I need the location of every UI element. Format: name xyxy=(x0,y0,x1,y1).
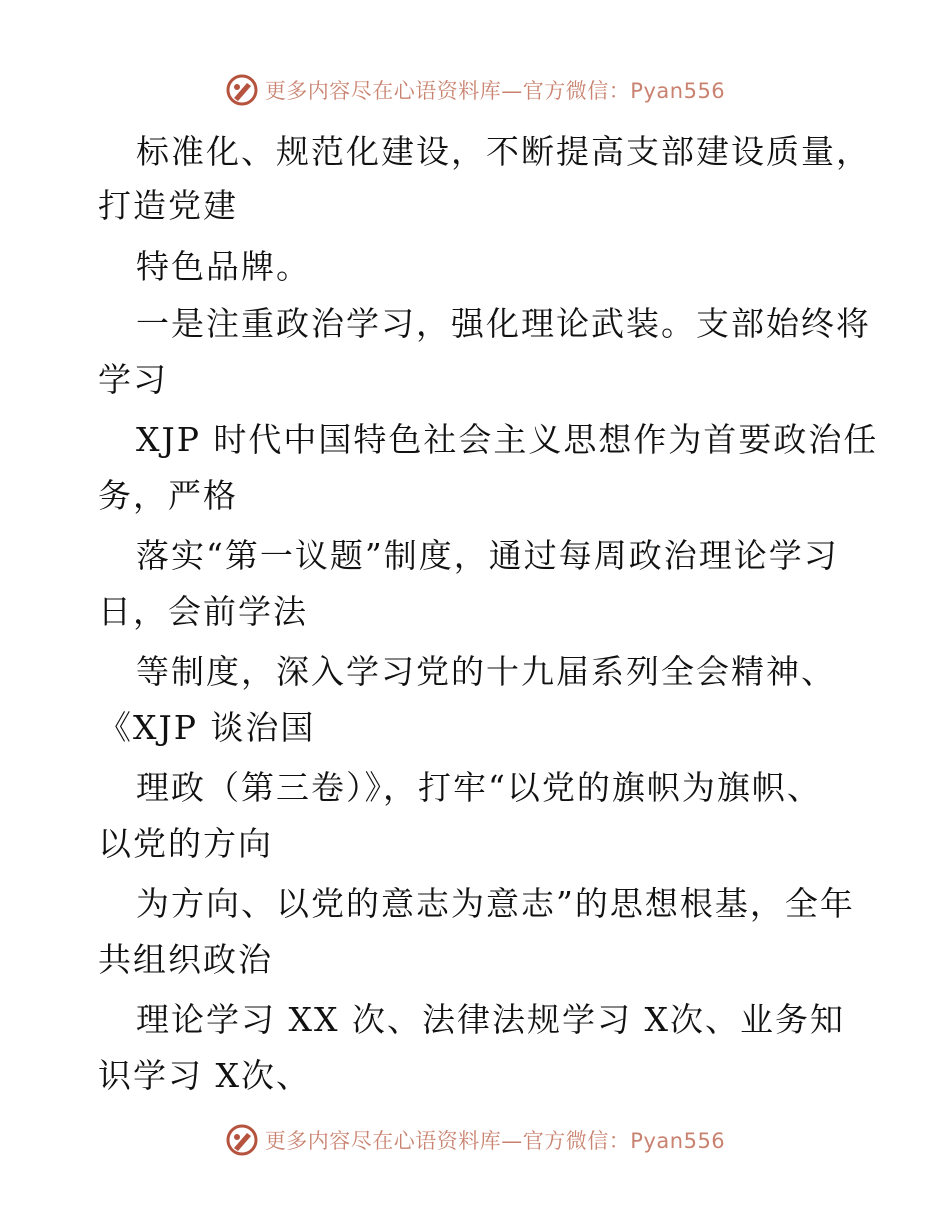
header-watermark xyxy=(0,70,950,110)
text-line: 识学习 X次、 xyxy=(98,1056,311,1095)
text-line: 日，会前学法 xyxy=(98,592,308,631)
text-line: XJP 时代中国特色社会主义思想作为首要政治任 xyxy=(136,420,879,459)
text-line: 《XJP 谈治国 xyxy=(98,708,316,747)
footer-watermark xyxy=(0,1120,950,1160)
text-line: 理政（第三卷）》，打牢“以党的旗帜为旗帜、 xyxy=(136,768,822,807)
text-line: 一是注重政治学习，强化理论武装。支部始终将 xyxy=(136,304,871,343)
text-line: 共组织政治 xyxy=(98,940,273,979)
text-line: 为方向、以党的意志为意志”的思想根基，全年 xyxy=(136,884,855,923)
header-watermark-text: 更多内容尽在心语资料库—官方微信：Pyan556 xyxy=(264,79,726,103)
text-line: 特色品牌。 xyxy=(136,247,311,286)
text-line: 标准化、规范化建设，不断提高支部建设质量， xyxy=(136,132,871,171)
footer-watermark-text: 更多内容尽在心语资料库—官方微信：Pyan556 xyxy=(264,1129,726,1153)
text-line: 务，严格 xyxy=(98,476,238,515)
pen-seal-icon xyxy=(225,1123,259,1157)
pen-seal-icon xyxy=(225,73,259,107)
text-line: 等制度，深入学习党的十九届系列全会精神、 xyxy=(136,652,836,691)
text-line: 打造党建 xyxy=(98,186,238,225)
text-line: 落实“第一议题”制度，通过每周政治理论学习 xyxy=(136,536,839,575)
text-line: 学习 xyxy=(98,360,168,399)
text-line: 理论学习 XX 次、法律法规学习 X次、业务知 xyxy=(136,1000,845,1039)
text-line: 以党的方向 xyxy=(98,824,273,863)
